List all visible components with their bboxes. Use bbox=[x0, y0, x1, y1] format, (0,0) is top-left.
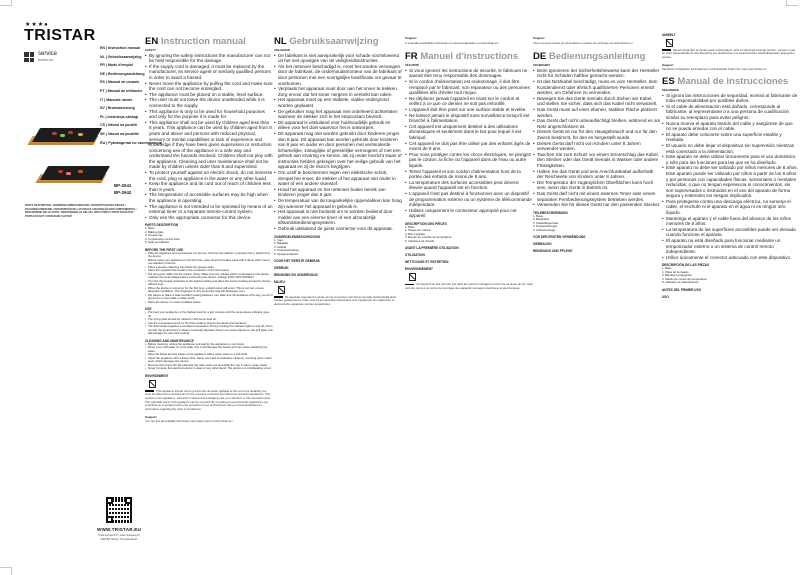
use-list bbox=[145, 311, 273, 336]
environment-heading: ENVIRONNEMENT bbox=[405, 267, 433, 272]
part-item: 1. Voet bbox=[274, 237, 283, 242]
section-title-fr: FR Manuel d'instructions bbox=[405, 51, 519, 63]
before-first-use-heading: VOOR HET EERSTE GEBRUIK bbox=[274, 259, 320, 264]
column-nl bbox=[274, 0, 402, 575]
list-item: • Before cleaning, unplug the appliance and wait for the appliance to cool down. bbox=[145, 343, 273, 347]
parts-heading: TEILEBESCHREIBUNG bbox=[533, 210, 568, 215]
safety-item: • L'appareil doit être posé sur une surface stable et nivelée. bbox=[405, 107, 533, 113]
safety-item: • El usuario no debe dejar el dispositivo sin supervisión mientras está conectado a la alimentación. bbox=[662, 143, 798, 154]
list-item: • Place a grease collecting tray below the grease drain. bbox=[145, 266, 273, 270]
safety-list bbox=[662, 93, 798, 261]
safety-item: • Beim Ignorieren der Sicherheitshinweise kann der Hersteller nicht für Schäden haftbar gemacht werden. bbox=[533, 68, 661, 79]
safety-item: • Keep the appliance and its cord out of reach of children less than 8 years. bbox=[145, 181, 273, 192]
service-url: tristar.eu bbox=[38, 57, 54, 62]
safety-item: • This appliance shall not be used by children aged less than 8 years. This appliance can be used by children aged from 8 years and above and persons with reduced physical, sensory or mental capabilities or lack of experience and knowledge if they have been given supervision or instruction concerning use of the appliance in a safe way and understand the hazards involved. Children shall not play with the appliance. Cleaning and user maintenance shall not be made by children unless older than 8 and supervised. bbox=[145, 120, 273, 170]
weee-bin-icon bbox=[665, 38, 673, 47]
part-item: 5. Opwarmindicator bbox=[274, 251, 299, 256]
parts-description-languages: PARTS DESCRIPTION / ONDERDELENBESCHRIJVING / DESCRIPTION DES PIÈCES / TEILEBESCHREIBUNG / DESCRIPCIÓN DE LAS PIEZAS / DESCRIÇÃO DOS COMPONENTES / DESCRIZIONE DELLE PARTI / BESKRIVNING AV DELAR / OPIS CZĘŚCI / POPIS SOUČÁSTÍ / POPIS SÚČASTÍ / ОПИСАНИЕ ЧАСТЕЙ bbox=[25, 204, 137, 218]
model-number-2: BP-2642 bbox=[114, 190, 132, 195]
safety-item: • To protect yourself against an electric shock, do not immerse the cord, plug or appliance in the water or any other liquid. bbox=[145, 170, 273, 181]
safety-item: • Gebruik uitsluitend de juiste connector voor dit apparaat. bbox=[274, 226, 402, 232]
list-item: • The frying plate should be rubbed in with some food oil. bbox=[145, 318, 273, 322]
safety-item: • Het apparaat is niet bedoeld om te worden bediend door middel van een externe timer of een afzonderlijk afstandsbedieningssysteem. bbox=[274, 209, 402, 226]
safety-item: • Cet appareil ne doit pas être utilisé par des enfants âgés de moins de 8 ans. bbox=[405, 141, 533, 152]
environment-heading: ENVIRONMENT bbox=[145, 373, 169, 378]
part-item: 2. Backplatte bbox=[533, 217, 550, 222]
support-text-nl: U vindt alle beschikbare informatie en reserveonderdelen op www.tristar.eu! bbox=[405, 40, 499, 45]
safety-heading: VEILIGHEID bbox=[274, 48, 290, 52]
safety-item: • La température des surfaces accessibles peut devenir élevée quand l'appareil est en fonction. bbox=[405, 180, 533, 191]
safety-item: • Halten Sie das Gerät und sein Anschlusskabel außerhalb der Reichweite von Kindern unter 8 Jahren. bbox=[533, 169, 661, 180]
before-first-use-heading: AVANT LA PREMIÈRE UTILISATION bbox=[405, 246, 459, 251]
safety-item: • Ne déplacez jamais l'appareil en tirant sur le cordon et veillez à ce que ce dernier ne soit pas entortillé. bbox=[405, 96, 533, 107]
parts-heading: DESCRIPTION DES PIÈCES bbox=[405, 221, 447, 226]
before-first-use-list bbox=[145, 252, 273, 305]
safety-item: • Si ignora las instrucciones de seguridad, eximirá al fabricante de toda responsabilidad por posibles daños. bbox=[662, 93, 798, 104]
list-item: • Never pour cold water on a hot plate, this could damage the device and can cause splashing hot water. bbox=[145, 346, 273, 353]
product-image-grill-2 bbox=[38, 166, 108, 188]
safety-item: • Cet appareil est uniquement destiné à des utilisations domestiques et seulement dans le but pour lequel il est fabriqué. bbox=[405, 124, 533, 141]
environment-text: This appliance should not be put into the domestic garbage at the end of its durability, but must be offered at a central point for the recycling of electric and electronic domestic appliances. This symbol on the appliance, instruction manual and packaging puts your attention to this important issue. The materials used in this appliance can be recycled. By recycling of used domestic appliances you contribute an important push to the protection of our environment. Ask your local authorities for information regarding the point of recollection. bbox=[145, 388, 271, 412]
crop-mark bbox=[0, 567, 12, 575]
safety-item: • Das Gerät darf nicht unbeaufsichtigt bleiben, während es am Netz angeschlossen ist. bbox=[533, 118, 661, 129]
part-item: 1. Basis bbox=[533, 213, 543, 218]
environment-heading-de: UMWELT bbox=[662, 33, 676, 37]
safety-item: • The user must not leave the device unattended while it is connected to the supply. bbox=[145, 97, 273, 108]
safety-item: • Never move the appliance by pulling the cord and make sure the cord can not become entangled. bbox=[145, 81, 273, 92]
use-heading: USO bbox=[662, 294, 669, 299]
lang-item-sk[interactable]: SK | Návod na použitie bbox=[100, 131, 139, 136]
safety-item: • Este aparato se debe utilizar únicamente para el uso doméstico y sólo para las funciones para las que se ha diseñado. bbox=[662, 154, 798, 165]
use-heading: GEBRUIK bbox=[274, 266, 289, 271]
list-item: • The thermostat regulates a constant temperature. During cooking the indicator light on and off, this is normal, the temperature is always constantly adjusted. Never use sharp objects on the grill plate, this will damage the anti-stick coating. bbox=[145, 325, 273, 336]
support-heading-fr: Support bbox=[533, 36, 545, 40]
safety-item: • De gebruiker mag het apparaat niet onbeheerd achterlaten wanneer de stekker zich in het stopcontact bevindt. bbox=[274, 109, 402, 120]
part-item: 5. Indicador de calentamiento bbox=[662, 280, 699, 285]
safety-heading: SICHERHEIT bbox=[533, 63, 550, 68]
safety-item: • Utilisez uniquement le connecteur approprié pour cet appareil. bbox=[405, 208, 533, 219]
support-heading: Support bbox=[145, 414, 157, 419]
safety-item: • Bewegen Sie das Gerät niemals durch Ziehen am Kabel, und stellen Sie sicher, dass sich das Kabel nicht verwickelt. bbox=[533, 96, 661, 107]
section-title-es: ES Manual de instrucciones bbox=[662, 76, 789, 87]
parts-list bbox=[662, 267, 798, 285]
service-label: service bbox=[38, 51, 58, 57]
parts-heading: DESCRIPCIÓN DE LAS PIEZAS bbox=[662, 263, 710, 268]
column-en bbox=[145, 0, 273, 575]
safety-item: • Pour vous protéger contre les chocs électriques, ne plongez pas le cordon, la fiche ou l'appareil dans de l'eau ou autre liquide. bbox=[405, 152, 533, 169]
parts-list bbox=[533, 215, 661, 233]
list-item: • Pre-heat your appliance on the highest level for a few minutes until the temperature indicator goes off. bbox=[145, 311, 273, 318]
safety-item: • Only use the appropriate connector for this device. bbox=[145, 215, 273, 221]
parts-list bbox=[274, 239, 402, 257]
weee-bin-icon bbox=[277, 285, 285, 294]
before-first-use-heading: BEFORE THE FIRST USE bbox=[145, 247, 184, 252]
safety-item: • Tenez l'appareil et son cordon d'alimentation hors de la portée des enfants de moins de 8 ans. bbox=[405, 169, 533, 180]
part-item: 4. Temperature control knob bbox=[145, 236, 180, 241]
safety-item: • Nunca mueva el aparato tirando del cable y asegúrese de que no se pueda enredar con el cable. bbox=[662, 121, 798, 132]
section-title-en: EN Instruction manual bbox=[145, 36, 246, 47]
lang-item-fr[interactable]: FR | Mode d'emploi bbox=[100, 63, 133, 68]
brand-logo: TRISTAR bbox=[24, 27, 96, 44]
safety-item: • De fabrikant is niet aansprakelijk voor schade voortvloeiend uit het niet opvolgen van de veiligheidsinstructies. bbox=[274, 53, 402, 64]
lang-item-nl[interactable]: NL | Gebruiksaanwijzing bbox=[100, 54, 142, 59]
support-text-fr: Vous trouverez toutes les informations et pièces de rechange sur www.tristar.eu ! bbox=[533, 40, 634, 45]
product-image-grill-1 bbox=[30, 128, 100, 150]
safety-item: • Ne laissez jamais le dispositif sans surveillance lorsqu'il est branché à l'alimentation. bbox=[405, 113, 533, 124]
crop-mark bbox=[786, 0, 798, 6]
section-title-nl: NL Gebruiksaanwijzing bbox=[274, 36, 379, 47]
part-item: 3. Lekbak bbox=[274, 244, 287, 249]
parts-list bbox=[405, 226, 533, 244]
parts-heading: PARTS DESCRIPTION bbox=[145, 223, 179, 228]
lang-item-en[interactable]: EN | Instruction manual bbox=[100, 46, 141, 50]
safety-list bbox=[274, 53, 402, 232]
part-item: 4. Temperatuurknop bbox=[274, 248, 299, 253]
list-item: • Wipe the inside and the edges of the appliance with a paper towel or a soft cloth. bbox=[145, 353, 273, 357]
cleaning-heading: CLEANING AND MAINTENANCE bbox=[145, 338, 194, 343]
website-link[interactable]: WWW.TRISTAR.EU bbox=[96, 527, 142, 532]
safety-item: • Si le cordon d'alimentation est endommagé, il doit être remplacé par le fabricant, son réparateur ou des personnes qualifiées afin d'éviter tout risque. bbox=[405, 79, 533, 96]
service-icon bbox=[24, 52, 34, 62]
environment-text: Dit apparaat mag aan het einde van de levensduur niet bij het normale huishoudelijk afval worden gedeponeerd, maar moet bij een speciaal inzamelpunt voor hergebruik van elektrische en elektronische apparaten worden aangeboden. bbox=[274, 294, 396, 307]
column-fr bbox=[405, 0, 533, 575]
safety-item: • Dieses Gerät ist nur für den Hausgebrauch und nur für den Zweck bestimmt, für den es hergestellt wurde. bbox=[533, 129, 661, 140]
weee-bin-icon bbox=[148, 379, 156, 388]
list-item: • Before using your appliance for the first time, wipe off all removable parts with a damp cloth. Never use abrasive products. bbox=[145, 259, 273, 266]
parts-list bbox=[145, 227, 273, 245]
column-es bbox=[662, 0, 798, 575]
safety-item: • Ist das Netzkabel beschädigt, muss es vom Hersteller, dem Kundendienst oder ähnlich qualifizierten Personen ersetzt werden, um Gefahren zu vermeiden. bbox=[533, 79, 661, 96]
safety-item: • Das Gerät darf nicht mit einem externen Timer oder einem separaten Fernbedienungssystem betrieben werden. bbox=[533, 191, 661, 202]
safety-item: • Utilice únicamente el conector adecuado con este dispositivo. bbox=[662, 255, 798, 261]
address-line-1: Tristar Europe B.V. | Jules Verneweg 87 bbox=[97, 534, 141, 537]
before-first-use-heading: VOR DER ERSTEN VERWENDUNG bbox=[533, 235, 586, 240]
part-item: 3. Fettauffangschale bbox=[533, 220, 559, 225]
lang-item-de[interactable]: DE | Bedienungsanleitung bbox=[100, 71, 145, 76]
before-first-use-heading: ANTES DEL PRIMER USO bbox=[662, 287, 702, 292]
use-heading: UTILISATION bbox=[405, 253, 425, 258]
part-item: 5. Indicateur de chauffe bbox=[405, 238, 435, 243]
safety-item: • Die Temperatur der zugänglichen Oberflächen kann hoch sein, wenn das Gerät in Betrieb ist. bbox=[533, 180, 661, 191]
list-item: • Put the power cable into the socket. (Note: Make sure the voltage which is indicated on the device matches the local voltage before connecting the device. Voltage 220V-240V 50/60Hz) bbox=[145, 273, 273, 280]
environment-text: Cet appareil ne doit pas être mis dans les ordures ménagères à la fin de sa durée de vie, mais doit être remis à un centre de recyclage des appareils ménagers électriques et électroniques. bbox=[405, 282, 533, 290]
list-item: • We advise to place a heat-resistant coating between your table and the appliance (this way you don't get burns on your table or table cloth). bbox=[145, 294, 273, 301]
lang-item-es[interactable]: ES | Manual de usuario bbox=[100, 80, 140, 85]
cleaning-heading: REINIGING EN ONDERHOUD bbox=[274, 273, 318, 278]
parts-heading: ONDERDELENBESCHRIJVING bbox=[274, 234, 321, 239]
list-item: • Remove and empty the fat collecting tray after each use and wash the tray in warm, soapy water. bbox=[145, 364, 273, 368]
weee-bin-icon bbox=[408, 272, 416, 281]
safety-item: • By ignoring the safety instructions the manufacturer can not be held responsible for the damage. bbox=[145, 53, 273, 64]
safety-item: • Dit apparaat mag niet worden gebruikt door kinderen jonger dan 8 jaar. Dit apparaat kan worden gebruikt door kinderen van 8 jaar en ouder en door personen met verminderde lichamelijke, zintuiglijke of geestelijke vermogens of met een gebrek aan ervaring en kennis, als zij onder toezicht staan of instructies hebben gekregen over het veilige gebruik van het apparaat en zij de risico's begrijpen. bbox=[274, 131, 402, 170]
safety-item: • El aparato debe colocarse sobre una superficie estable y nivelada. bbox=[662, 132, 798, 143]
use-heading: GEBRAUCH bbox=[533, 242, 552, 247]
part-item: 2. Plaque de cuisson bbox=[405, 228, 431, 233]
part-item: 4. Bouton de contrôle de température bbox=[405, 235, 452, 240]
safety-item: • Este aparato no debe ser utilizado por niños menores de 8 años. Este aparato puede ser utilizado por niños a partir de los 8 años y por personas con capacidades físicas, sensoriales o mentales reducidas, o que no tengan experiencia ni conocimientos, sin son supervisados o instruidos en el uso del aparato de forma segura y entienden los riesgos implicados. bbox=[662, 165, 798, 199]
lang-item-pt[interactable]: PT | Manual de utilizador bbox=[100, 88, 143, 93]
safety-item: • This appliance is only to be used for household purposes and only for the purpose it is made for. bbox=[145, 109, 273, 120]
safety-item: • La temperatura de las superficies accesibles puede ser elevada cuando funcione el aparato. bbox=[662, 227, 798, 238]
safety-item: • Dit apparaat is uitsluitend voor huishoudelijk gebruik en alleen voor het doel waarvoor het is ontworpen. bbox=[274, 120, 402, 131]
part-item: 2. Bakplaat bbox=[274, 241, 288, 246]
safety-item: • El aparato no está diseñado para funcionar mediante un temporizador externo o un sistema de control remoto independiente. bbox=[662, 238, 798, 255]
safety-item: • The appliance is not intended to be operated by means of an external timer or a separate remote-control system. bbox=[145, 204, 273, 215]
lang-item-it[interactable]: IT | Manuale utente bbox=[100, 97, 133, 102]
support-heading-nl: Support bbox=[405, 36, 417, 40]
cleaning-heading: REINIGUNG UND PFLEGE bbox=[533, 249, 573, 254]
safety-item: • Dieses Gerät darf nicht von Kindern unter 8 Jahren verwendet werden. bbox=[533, 141, 661, 152]
safety-list bbox=[405, 68, 533, 219]
safety-item: • Para protegerse contra una descarga eléctrica, no sumerja el cable, el enchufe ni el aparato en el agua ni en ningún otro líquido. bbox=[662, 199, 798, 216]
safety-item: • Houd het apparaat en het netsnoer buiten bereik van kinderen jonger dan 8 jaar. bbox=[274, 187, 402, 198]
part-item: 5. Aufheizanzeige bbox=[533, 227, 556, 232]
safety-heading: SÉCURITÉ bbox=[405, 63, 420, 68]
part-item: 4. Mando de control de temperatura bbox=[662, 276, 707, 281]
column-de bbox=[533, 0, 661, 575]
safety-item: • Verplaats het apparaat nooit door aan het snoer te trekken. Zorg ervoor dat het snoer nergens in verstrikt kan raken. bbox=[274, 86, 402, 97]
part-item: 1. Base bbox=[145, 226, 155, 231]
support-text: You can find all available information and spare parts at www.tristar.eu! bbox=[145, 419, 233, 424]
lang-item-ru[interactable]: RU | Руководство по эксплуатации bbox=[100, 140, 163, 145]
address-line-2: 5015 BH Tilburg | The Netherlands bbox=[100, 537, 138, 541]
part-item: 4. Temperaturregler bbox=[533, 224, 558, 229]
list-item: • Turn the thermostat clockwise to the highest setting and allow the device heating at least 5 minutes without food. bbox=[145, 280, 273, 287]
support-heading-de: Support bbox=[662, 62, 674, 67]
safety-item: • Das Gerät muss auf einer ebenen, stabilen Fläche platziert werden. bbox=[533, 107, 661, 118]
brand-stars: ★★★● bbox=[25, 22, 49, 28]
safety-list bbox=[533, 68, 661, 208]
safety-item: • Om uzelf te beschermen tegen een elektrische schok, dompel het snoer, de stekker of het apparaat niet onder in water of een andere vloeistof. bbox=[274, 170, 402, 187]
cleaning-list bbox=[145, 343, 273, 371]
safety-item: • The appliance must be placed on a stable, level surface. bbox=[145, 92, 273, 98]
safety-item: • Als het netsnoer beschadigd is, moet het worden vervangen door de fabrikant, de onderhoudsmonteur van de fabrikant of door personen met een soortgelijke kwalificatie om gevaar te voorkomen. bbox=[274, 64, 402, 86]
environment-text-de: Dieses Gerät darf am Ende seiner Lebensdauer nicht im Hausmüll entsorgt werden, sondern muss an einer Sammelstelle für das Recycling von elektrischen und elektronischen Haushaltsgeräten abgegeben werden. bbox=[662, 47, 796, 59]
safety-item: • Si el cable de alimentación está dañado, corresponde al fabricante, al representante o a una persona de cualificación similar su reemplazo para evitar peligros. bbox=[662, 104, 798, 121]
part-item: 2. Baking plate bbox=[145, 229, 164, 234]
list-item: • When the device is turned on for the first time, a slight odour will occur. This is normal, ensure adequate ventilation. This fragrance is only temporary and will disappear soon. bbox=[145, 287, 273, 294]
part-item: 5. Heat up indicator bbox=[145, 240, 170, 245]
model-number-1: BP-2641 bbox=[114, 183, 132, 188]
crop-mark bbox=[0, 0, 12, 6]
safety-item: • Verwenden Sie für dieses Gerät nur den passenden Stecker. bbox=[533, 202, 661, 208]
part-item: 2. Placa de horneado bbox=[662, 269, 689, 274]
safety-item: • The temperature of accessible surfaces may be high when the appliance is operating. bbox=[145, 192, 273, 203]
part-item: 1. Base bbox=[662, 266, 672, 271]
safety-item: • If the supply cord is damaged, it must be replaced by the manufacturer, its service agent or similarly qualified persons in order to avoid a hazard. bbox=[145, 64, 273, 81]
safety-item: • Si vous ignorez les instructions de sécurité, le fabricant ne saurait être tenu responsable des dommages. bbox=[405, 68, 533, 79]
part-item: 3. Grease tray bbox=[145, 233, 163, 238]
safety-item: • De temperatuur van de toegankelijke oppervlakken kan hoog zijn wanneer het apparaat in gebruik is. bbox=[274, 198, 402, 209]
section-title-de: DE Bedienungsanleitung bbox=[533, 51, 646, 63]
part-item: 1. Base bbox=[405, 224, 415, 229]
list-item: • Use the temperature knob on the thermostat to choose the desired temperature. bbox=[145, 322, 273, 326]
list-item: • Place the device in a well-ventilated space. bbox=[145, 301, 273, 305]
cover-footer bbox=[95, 497, 143, 541]
lang-item-sv[interactable]: SV | Bruksanvisning bbox=[100, 106, 135, 111]
safety-heading: SAFETY bbox=[145, 48, 157, 52]
part-item: 3. Bac à graisse bbox=[405, 231, 426, 236]
safety-list bbox=[145, 53, 273, 221]
list-item: • Clean the appliance with a damp cloth. Never use hard and abrasive cleaners, scouring pad or steel wool, which damages the device. bbox=[145, 357, 273, 364]
safety-item: • L'appareil n'est pas destiné à fonctionner avec un dispositif de programmation externe ou un système de télécommande indépendant. bbox=[405, 191, 533, 208]
support-text-de: Sämtliche verfügbaren Informationen und Ersatzteile finden Sie unter www.tristar.eu! bbox=[662, 67, 767, 72]
cleaning-heading: NETTOYAGE ET ENTRETIEN bbox=[405, 260, 449, 265]
lang-item-pl[interactable]: PL | Instrukcja obsługi bbox=[100, 114, 139, 119]
use-heading: USE bbox=[145, 307, 152, 312]
safety-item: • Mantenga el aparato y el cable fuera del alcance de los niños menores de 8 años. bbox=[662, 216, 798, 227]
list-item: • Place the supplied thermostat in the connection of the thermostat. bbox=[145, 269, 273, 273]
safety-item: • Het apparaat moet op een stabiele, vlakke ondergrond worden geplaatst. bbox=[274, 97, 402, 108]
safety-heading: SEGURIDAD bbox=[662, 88, 679, 92]
qr-code-icon bbox=[106, 497, 132, 523]
lang-item-cs[interactable]: CS | Návod na použití bbox=[100, 123, 137, 128]
list-item: • Never immerse the electrical device in water or any other liquid. The device is not dishwasher proof. bbox=[145, 367, 273, 371]
list-item: • Take the appliance and accessories out the box. Remove the stickers, protective foil or plastic from the device. bbox=[145, 252, 273, 259]
safety-item: • Tauchen Sie zum Schutz vor einem Stromschlag das Kabel, den Stecker oder das Gerät niemals in Wasser oder andere Flüssigkeiten. bbox=[533, 152, 661, 169]
environment-heading: MILIEU bbox=[274, 280, 285, 285]
part-item: 3. Bandeja recogegrasa bbox=[662, 273, 692, 278]
